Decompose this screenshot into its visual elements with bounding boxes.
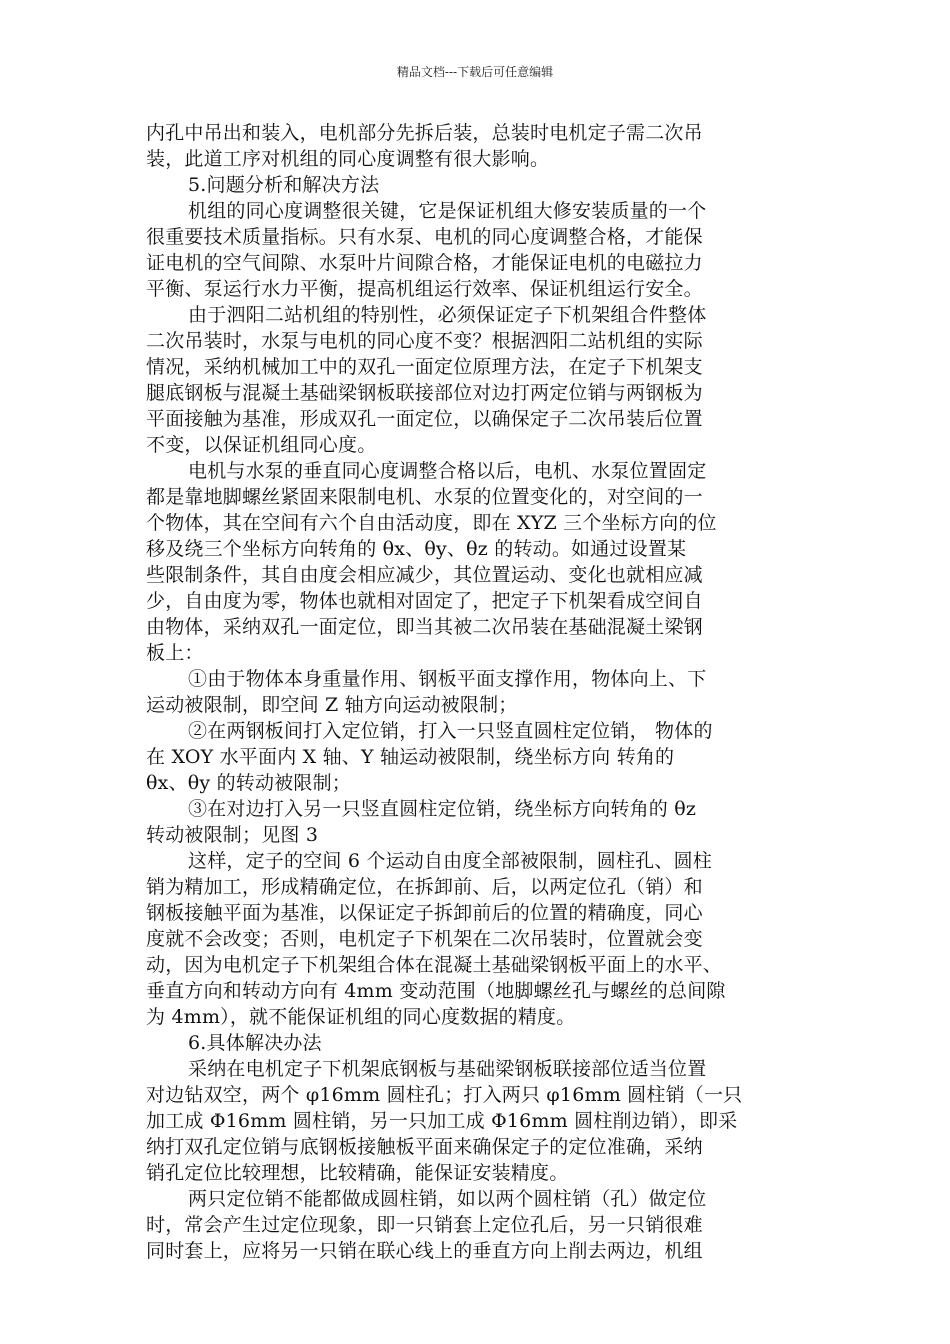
document-body — [146, 120, 806, 1264]
text-line: 为 4mm），就不能保证机组的同心度数据的精度。 — [146, 1006, 576, 1028]
text-line: 采纳在电机定子下机架底钢板与基础梁钢板联接部位适当位置 — [188, 1058, 707, 1080]
text-line: 销为精加工，形成精确定位，在拆卸前、后，以两定位孔（销）和 — [146, 876, 703, 898]
text-line: 都是靠地脚螺丝紧固来限制电机、水泵的位置变化的，对空间的一 — [146, 486, 703, 508]
text-line: 这样，定子的空间 6 个运动自由度全部被限制，圆柱孔、圆柱 — [188, 850, 712, 872]
text-line: 动，因为电机定子下机架组合体在混凝土基础梁钢板平面上的水平、 — [146, 954, 723, 976]
text-line: 板上： — [146, 642, 204, 664]
text-line: 纳打双孔定位销与底钢板接触板平面来确保定子的定位准确，采纳 — [146, 1136, 703, 1158]
text-line: ②在两钢板间打入定位销，打入一只竖直圆柱定位销， 物体的 — [188, 720, 713, 742]
text-line: 很重要技术质量指标。只有水泵、电机的同心度调整合格，才能保 — [146, 226, 703, 248]
text-line: 由物体，采纳双孔一面定位，即当其被二次吊装在基础混凝土梁钢 — [146, 616, 703, 638]
text-line: 个物体，其在空间有六个自由活动度，即在 XYZ 三个坐标方向的位 — [146, 512, 717, 534]
text-line: 同时套上，应将另一只销在联心线上的垂直方向上削去两边，机组 — [146, 1240, 703, 1262]
text-line: 腿底钢板与混凝土基础梁钢板联接部位对边打两定位销与两钢板为 — [146, 382, 703, 404]
text-line: 平衡、泵运行水力平衡，提高机组运行效率、保证机组运行安全。 — [146, 278, 703, 300]
text-line: 由于泗阳二站机组的特别性，必须保证定子下机架组合件整体 — [188, 304, 707, 326]
text-line: 内孔中吊出和装入，电机部分先拆后装，总装时电机定子需二次吊 — [146, 122, 703, 144]
text-line: 证电机的空气间隙、水泵叶片间隙合格，才能保证电机的电磁拉力 — [146, 252, 703, 274]
text-line: 对边钻双空，两个 φ16mm 圆柱孔；打入两只 φ16mm 圆柱销（一只 — [146, 1084, 743, 1106]
text-line: 运动被限制，即空间 Z 轴方向运动被限制； — [146, 694, 518, 716]
text-line: 销孔定位比较理想，比较精确，能保证安装精度。 — [146, 1162, 569, 1184]
text-line: 在 XOY 水平面内 X 轴、Y 轴运动被限制，绕坐标方向 转角的 — [146, 746, 675, 768]
text-line: 平面接触为基准，形成双孔一面定位，以确保定子二次吊装后位置 — [146, 408, 703, 430]
text-line: 两只定位销不能都做成圆柱销，如以两个圆柱销（孔）做定位 — [188, 1188, 707, 1210]
text-line: 电机与水泵的垂直同心度调整合格以后，电机、水泵位置固定 — [188, 460, 707, 482]
text-line: 机组的同心度调整很关键，它是保证机组大修安装质量的一个 — [188, 200, 707, 222]
text-line: θx、θy 的转动被限制； — [146, 772, 351, 794]
text-line: 6.具体解决办法 — [188, 1032, 322, 1054]
text-line: 移及绕三个坐标方向转角的 θx、θy、θz 的转动。如通过设置某 — [146, 538, 687, 560]
text-line: 少，自由度为零，物体也就相对固定了，把定子下机架看成空间自 — [146, 590, 703, 612]
text-line: 情况，采纳机械加工中的双孔一面定位原理方法，在定子下机架支 — [146, 356, 703, 378]
text-line: 加工成 Φ16mm 圆柱销，另一只加工成 Φ16mm 圆柱削边销），即采 — [146, 1110, 738, 1132]
text-line: 钢板接触平面为基准，以保证定子拆卸前后的位置的精确度，同心 — [146, 902, 703, 924]
text-line: 5.问题分析和解决方法 — [188, 174, 380, 196]
text-line: 度就不会改变；否则，电机定子下机架在二次吊装时，位置就会变 — [146, 928, 703, 950]
text-line: 时，常会产生过定位现象，即一只销套上定位孔后，另一只销很难 — [146, 1214, 703, 1236]
text-line: 垂直方向和转动方向有 4mm 变动范围（地脚螺丝孔与螺丝的总间隙 — [146, 980, 726, 1002]
text-line: 二次吊装时，水泵与电机的同心度不变？根据泗阳二站机组的实际 — [146, 330, 703, 352]
text-line: 些限制条件，其自由度会相应减少，其位置运动、变化也就相应减 — [146, 564, 703, 586]
page-header: 精品文档---下载后可任意编辑 — [396, 65, 554, 79]
text-line: 不变，以保证机组同心度。 — [146, 434, 377, 456]
text-line: ①由于物体本身重量作用、钢板平面支撑作用，物体向上、下 — [188, 668, 707, 690]
text-line: 转动被限制；见图 3 — [146, 824, 319, 846]
text-line: 装，此道工序对机组的同心度调整有很大影响。 — [146, 148, 550, 170]
text-line: ③在对边打入另一只竖直圆柱定位销，绕坐标方向转角的 θz — [188, 798, 697, 820]
